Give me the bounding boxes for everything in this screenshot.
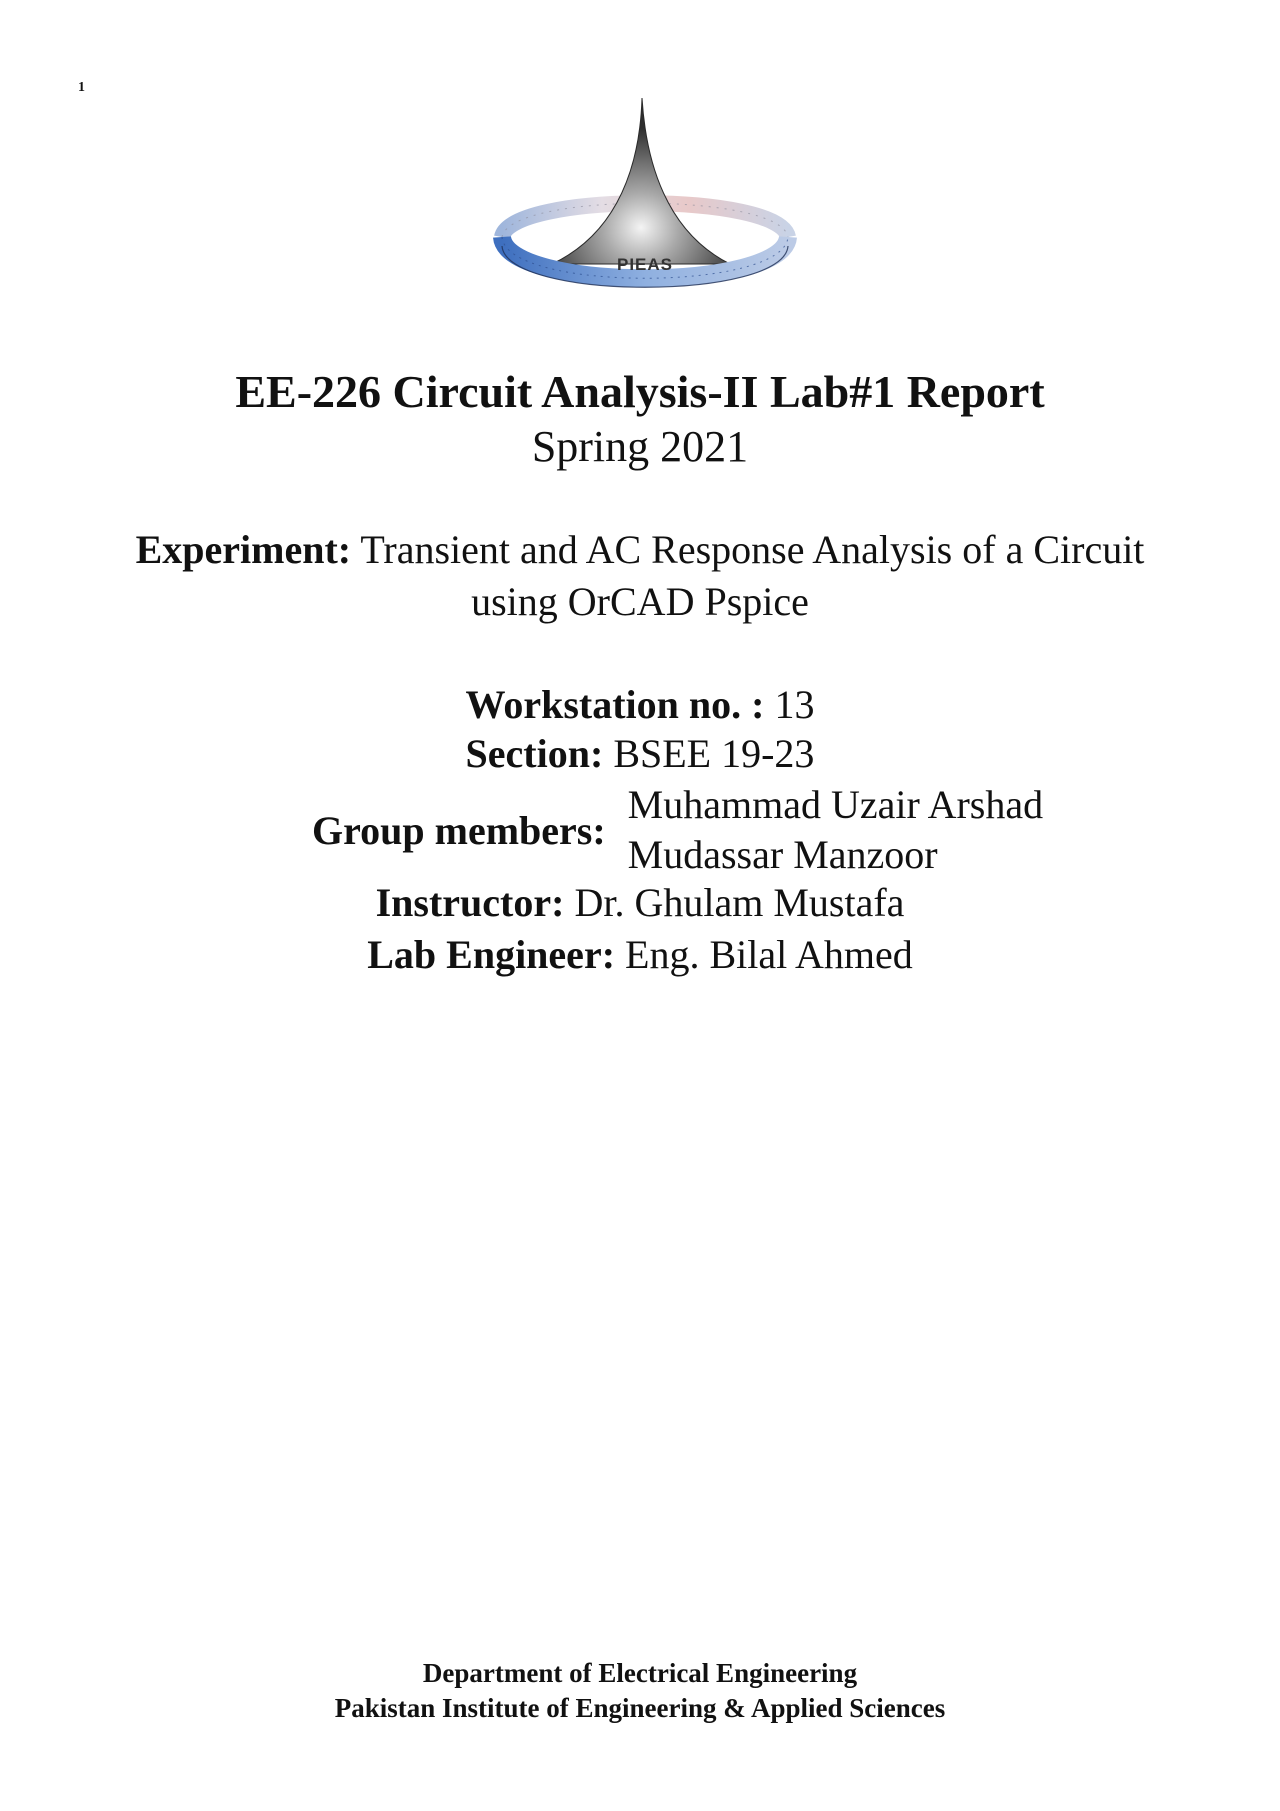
lab-engineer-label: Lab Engineer: bbox=[367, 932, 616, 977]
workstation-value: 13 bbox=[774, 682, 815, 727]
experiment-title-1: Transient and AC Response Analysis of a Circuit bbox=[360, 527, 1145, 572]
workstation-line bbox=[0, 680, 1280, 730]
section-value: BSEE 19-23 bbox=[613, 731, 815, 776]
group-members-label: Group members: bbox=[312, 807, 606, 853]
instructor-label: Instructor: bbox=[375, 880, 565, 925]
department-name: Department of Electrical Engineering bbox=[422, 1658, 858, 1688]
group-member: Mudassar Manzoor bbox=[627, 832, 938, 877]
report-title: EE-226 Circuit Analysis-II Lab#1 Report bbox=[235, 366, 1045, 417]
instructor-line bbox=[0, 878, 1280, 928]
semester: Spring 2021 bbox=[531, 422, 749, 471]
experiment-title-2: using OrCAD Pspice bbox=[471, 579, 809, 624]
experiment-line-1 bbox=[0, 524, 1280, 576]
section-line bbox=[0, 729, 1280, 779]
group-members bbox=[312, 778, 1043, 882]
group-member: Muhammad Uzair Arshad bbox=[627, 782, 1044, 827]
pieas-logo bbox=[490, 92, 800, 310]
group-members-list bbox=[628, 780, 1043, 880]
pieas-logo-emblem bbox=[490, 92, 800, 310]
instructor-value: Dr. Ghulam Mustafa bbox=[574, 880, 905, 925]
institute-name: Pakistan Institute of Engineering & Applied Sciences bbox=[334, 1693, 946, 1723]
experiment-label: Experiment: bbox=[135, 527, 352, 572]
workstation-label: Workstation no. : bbox=[465, 682, 765, 727]
pieas-logo-text: PIEAS bbox=[616, 255, 674, 274]
page-number: 1 bbox=[78, 80, 85, 95]
section-label: Section: bbox=[465, 731, 604, 776]
lab-engineer-value: Eng. Bilal Ahmed bbox=[625, 932, 913, 977]
lab-engineer-line bbox=[0, 930, 1280, 980]
